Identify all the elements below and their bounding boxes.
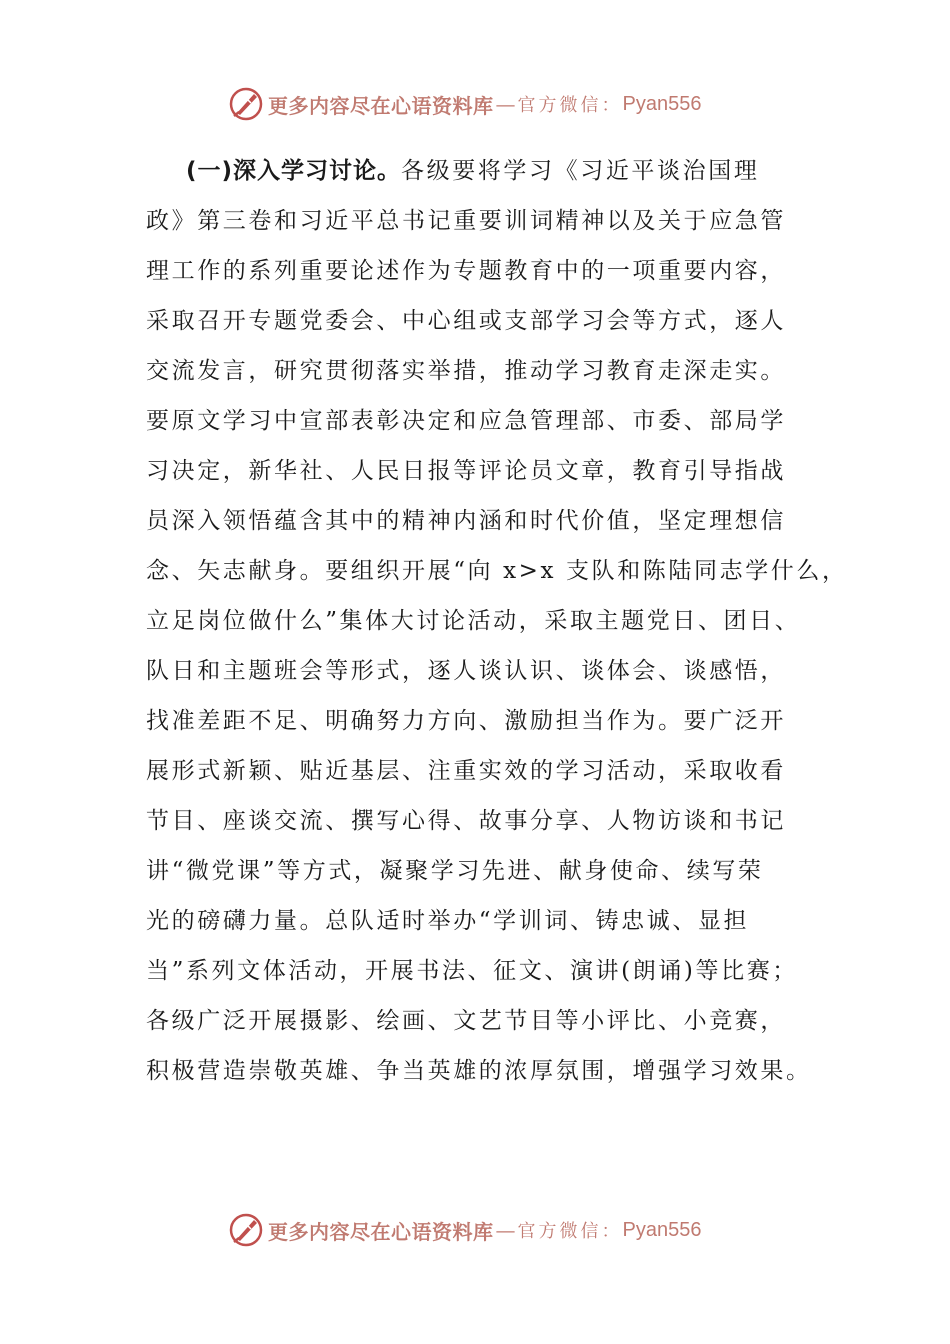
quill-logo-icon [228,86,264,122]
paragraph-line: 立足岗位做什么”集体大讨论活动，采取主题党日、团日、 [146,608,801,634]
banner-wechat-label: 官方微信： [517,1221,623,1242]
paragraph-line: 员深入领悟蕴含其中的精神内涵和时代价值，坚定理想信 [146,508,786,534]
banner-wechat-id: Pyan556 [622,1218,702,1241]
paragraph-line: 政》第三卷和习近平总书记重要训词精神以及关于应急管 [146,208,786,234]
paragraph-line: 各级广泛开展摄影、绘画、文艺节目等小评比、小竞赛， [146,1008,786,1034]
banner-text: 更多内容尽在心语资料库 [268,1219,494,1244]
paragraph-line: 讲“微党课”等方式，凝聚学习先进、献身使命、续写荣 [146,858,764,884]
paragraph-line: 节目、座谈交流、撰写心得、故事分享、人物访谈和书记 [146,808,786,834]
banner-separator: — [495,92,516,116]
footer-banner [228,1210,748,1250]
paragraph-line: 当”系列文体活动，开展书法、征文、演讲(朗诵)等比赛； [146,958,798,984]
paragraph-line: 念、矢志献身。要组织开展“向 x>x 支队和陈陆同志学什么， [146,558,848,584]
paragraph-line: 理工作的系列重要论述作为专题教育中的一项重要内容， [146,258,786,284]
paragraph-line: 交流发言，研究贯彻落实举措，推动学习教育走深走实。 [146,358,786,384]
article-body [146,146,848,1096]
quill-logo-icon [228,1212,264,1248]
paragraph-line [146,146,836,196]
paragraph-line: 要原文学习中宣部表彰决定和应急管理部、市委、部局学 [146,408,786,434]
banner-text: 更多内容尽在心语资料库 [268,93,494,118]
section-heading: (一)深入学习讨论。 [186,158,402,184]
header-banner [228,84,748,124]
banner-separator: — [495,1218,516,1242]
paragraph-line: 找准差距不足、明确努力方向、激励担当作为。要广泛开 [146,708,786,734]
banner-wechat-id: Pyan556 [622,92,702,115]
paragraph-line: 展形式新颖、贴近基层、注重实效的学习活动，采取收看 [146,758,786,784]
paragraph-line: 习决定，新华社、人民日报等评论员文章，教育引导指战 [146,458,786,484]
paragraph-line-text: 各级要将学习《习近平谈治国理 [401,158,760,184]
paragraph-line: 光的磅礴力量。总队适时举办“学训词、铸忠诚、显担 [146,908,750,934]
paragraph-line: 采取召开专题党委会、中心组或支部学习会等方式，逐人 [146,308,786,334]
paragraph-line: 队日和主题班会等形式，逐人谈认识、谈体会、谈感悟， [146,658,786,684]
paragraph-line: 积极营造崇敬英雄、争当英雄的浓厚氛围，增强学习效果。 [146,1058,812,1084]
banner-wechat-label: 官方微信： [517,95,623,116]
